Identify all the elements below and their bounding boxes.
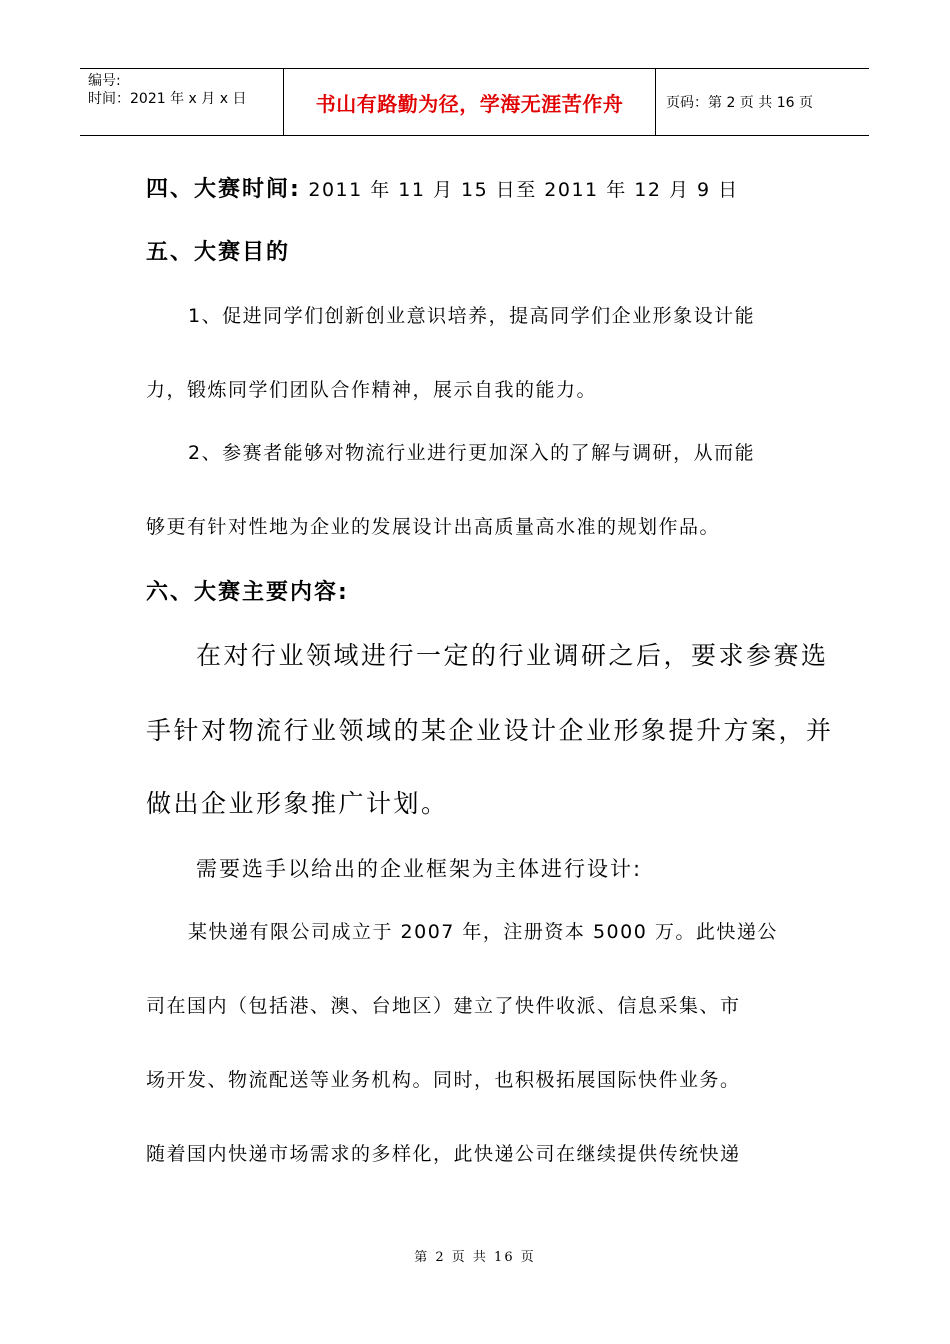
- section-6-heading: 六、大赛主要内容:: [146, 580, 349, 605]
- section-5-paragraph-2-line-2: 够更有针对性地为企业的发展设计出高质量高水准的规划作品。: [146, 516, 721, 538]
- document-date-label: 时间：2021 年 x 月 x 日: [88, 91, 247, 107]
- section-5-paragraph-1-line-2: 力，锻炼同学们团队合作精神，展示自我的能力。: [146, 379, 598, 401]
- section-6-requirement: 需要选手以给出的企业框架为主体进行设计:: [196, 857, 643, 881]
- page-footer: 第 2 页 共 16 页: [414, 1250, 536, 1265]
- section-5-heading: 五、大赛目的: [146, 240, 291, 265]
- header-page-number: 页码：第 2 页 共 16 页: [666, 95, 813, 111]
- section-6-large-line-3: 做出企业形象推广计划。: [146, 789, 449, 818]
- document-number-label: 编号:: [88, 73, 121, 89]
- page-header: [80, 68, 869, 136]
- section-6-large-line-2: 手针对物流行业领域的某企业设计企业形象提升方案，并: [146, 716, 834, 745]
- section-6-company-line-1: 某快递有限公司成立于 2007 年，注册资本 5000 万。此快递公: [188, 921, 778, 943]
- header-motto: 书山有路勤为径，学海无涯苦作舟: [315, 91, 624, 116]
- section-6-company-line-2: 司在国内（包括港、澳、台地区）建立了快件收派、信息采集、市: [146, 995, 741, 1017]
- section-4-text: 2011 年 11 月 15 日至 2011 年 12 月 9 日: [300, 179, 739, 201]
- section-4-line: [146, 172, 739, 203]
- section-6-large-line-1: 在对行业领域进行一定的行业调研之后，要求参赛选: [196, 641, 829, 670]
- section-6-company-line-3: 场开发、物流配送等业务机构。同时，也积极拓展国际快件业务。: [146, 1069, 741, 1091]
- section-5-paragraph-2-line-1: 2、参赛者能够对物流行业进行更加深入的了解与调研，从而能: [188, 442, 756, 464]
- section-6-company-line-4: 随着国内快递市场需求的多样化，此快递公司在继续提供传统快递: [146, 1143, 741, 1165]
- section-4-heading: 四、大赛时间:: [146, 177, 301, 202]
- header-motto-cell: [283, 69, 656, 135]
- header-meta: [80, 69, 283, 135]
- section-5-paragraph-1-line-1: 1、促进同学们创新创业意识培养，提高同学们企业形象设计能: [188, 305, 756, 327]
- header-page-cell: [656, 69, 869, 135]
